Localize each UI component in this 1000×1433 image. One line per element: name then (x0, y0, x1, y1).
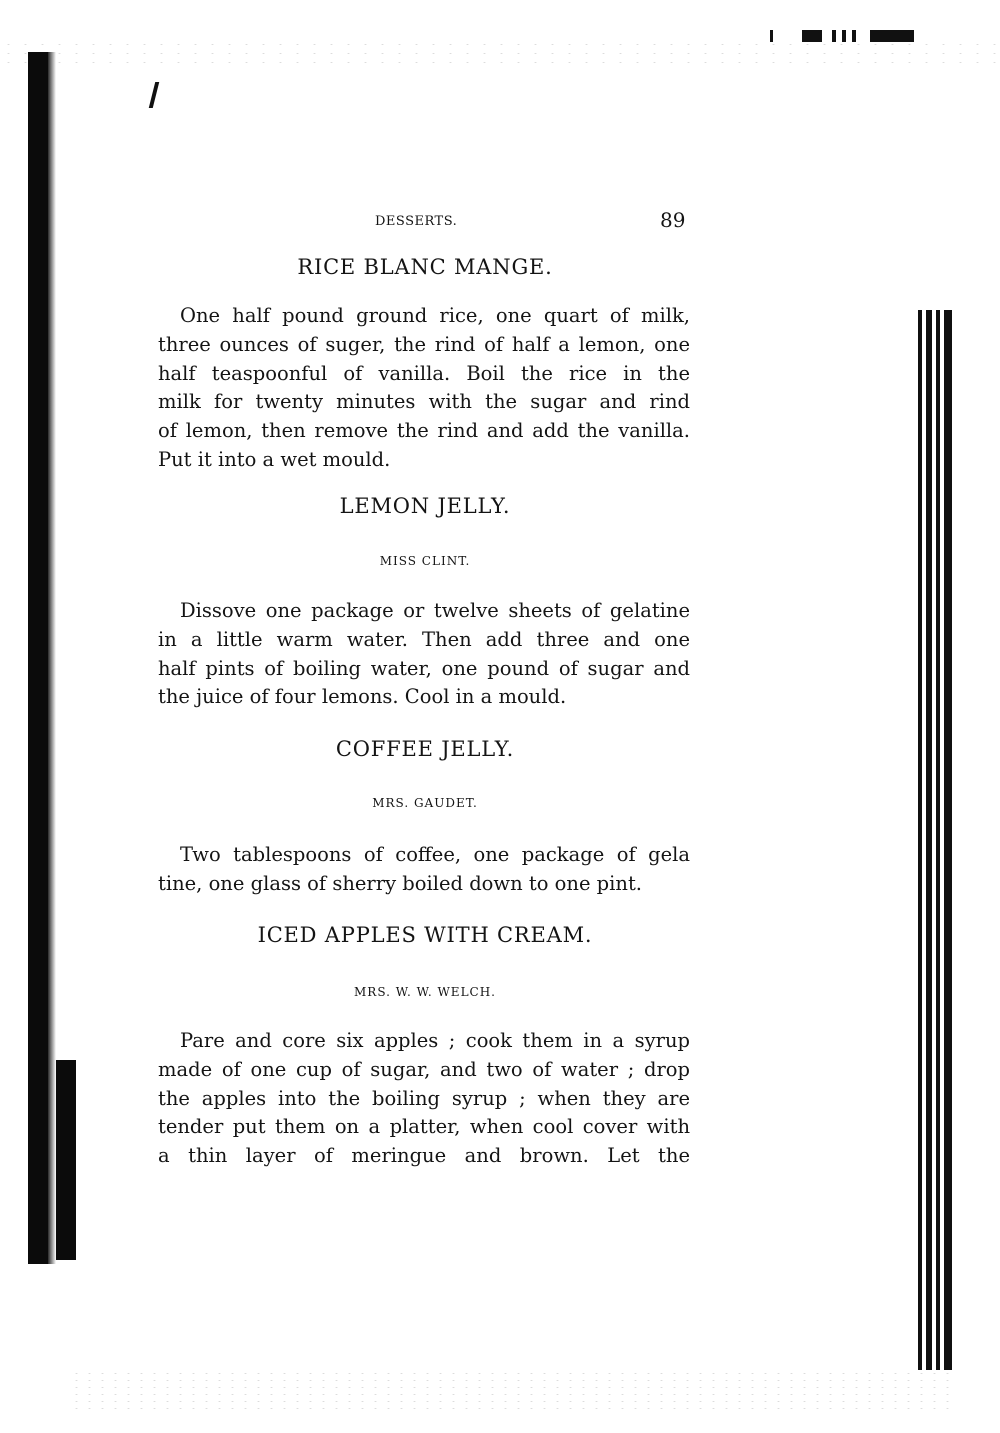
text-line: in a little warm water. Then add three and one (158, 627, 690, 651)
page-number: 89 (660, 208, 686, 232)
page-edge-shadow-right (918, 310, 958, 1370)
text-line: half pints of boiling water, one pound of sugar and (158, 656, 690, 680)
recipe-body (158, 597, 690, 712)
recipe-body (158, 841, 690, 899)
text-line: milk for twenty minutes with the sugar and rind (158, 390, 690, 414)
scan-marks-top (770, 30, 920, 44)
text-line: made of one cup of sugar, and two of water ; drop (158, 1057, 690, 1081)
recipe-title: RICE BLANC MANGE. (297, 255, 553, 279)
text-line: Pare and core six apples ; cook them in a syrup (180, 1029, 690, 1052)
text-line: three ounces of suger, the rind of half a lemon, one (158, 332, 690, 356)
recipe-author: MRS. GAUDET. (372, 796, 478, 810)
scan-speckle-bottom (70, 1370, 950, 1410)
text-line: of lemon, then remove the rind and add the vanilla. (158, 419, 690, 443)
text-line: Dissove one package or twelve sheets of gelatine (180, 599, 690, 622)
text-line: a thin layer of meringue and brown. Let the (158, 1144, 690, 1168)
recipe-author: MRS. W. W. WELCH. (354, 985, 496, 999)
text-line: half teaspoonful of vanilla. Boil the rice in the (158, 361, 690, 385)
text-line: Put it into a wet mould. (158, 447, 391, 471)
text-line: the juice of four lemons. Cool in a mould. (158, 685, 567, 709)
recipe-body (158, 302, 690, 475)
recipe-body (158, 1027, 690, 1171)
text-line: One half pound ground rice, one quart of milk, (180, 304, 690, 327)
running-head: DESSERTS. (375, 214, 458, 229)
recipe-title: ICED APPLES WITH CREAM. (257, 923, 593, 947)
recipe-title: COFFEE JELLY. (335, 737, 515, 761)
recipe-title: LEMON JELLY. (339, 494, 511, 518)
binding-shadow-lower (56, 1060, 76, 1260)
binding-shadow-gradient (48, 52, 56, 1264)
text-line: the apples into the boiling syrup ; when they are (158, 1086, 690, 1110)
binding-shadow-left (28, 52, 48, 1264)
text-line: tine, one glass of sherry boiled down to one pint. (158, 871, 642, 895)
text-line: tender put them on a platter, when cool cover with (158, 1115, 690, 1139)
text-line: Two tablespoons of coffee, one package of gela (180, 843, 690, 866)
ink-mark (149, 82, 159, 108)
scan-speckle-top (0, 40, 1000, 70)
recipe-author: MISS CLINT. (379, 554, 471, 568)
